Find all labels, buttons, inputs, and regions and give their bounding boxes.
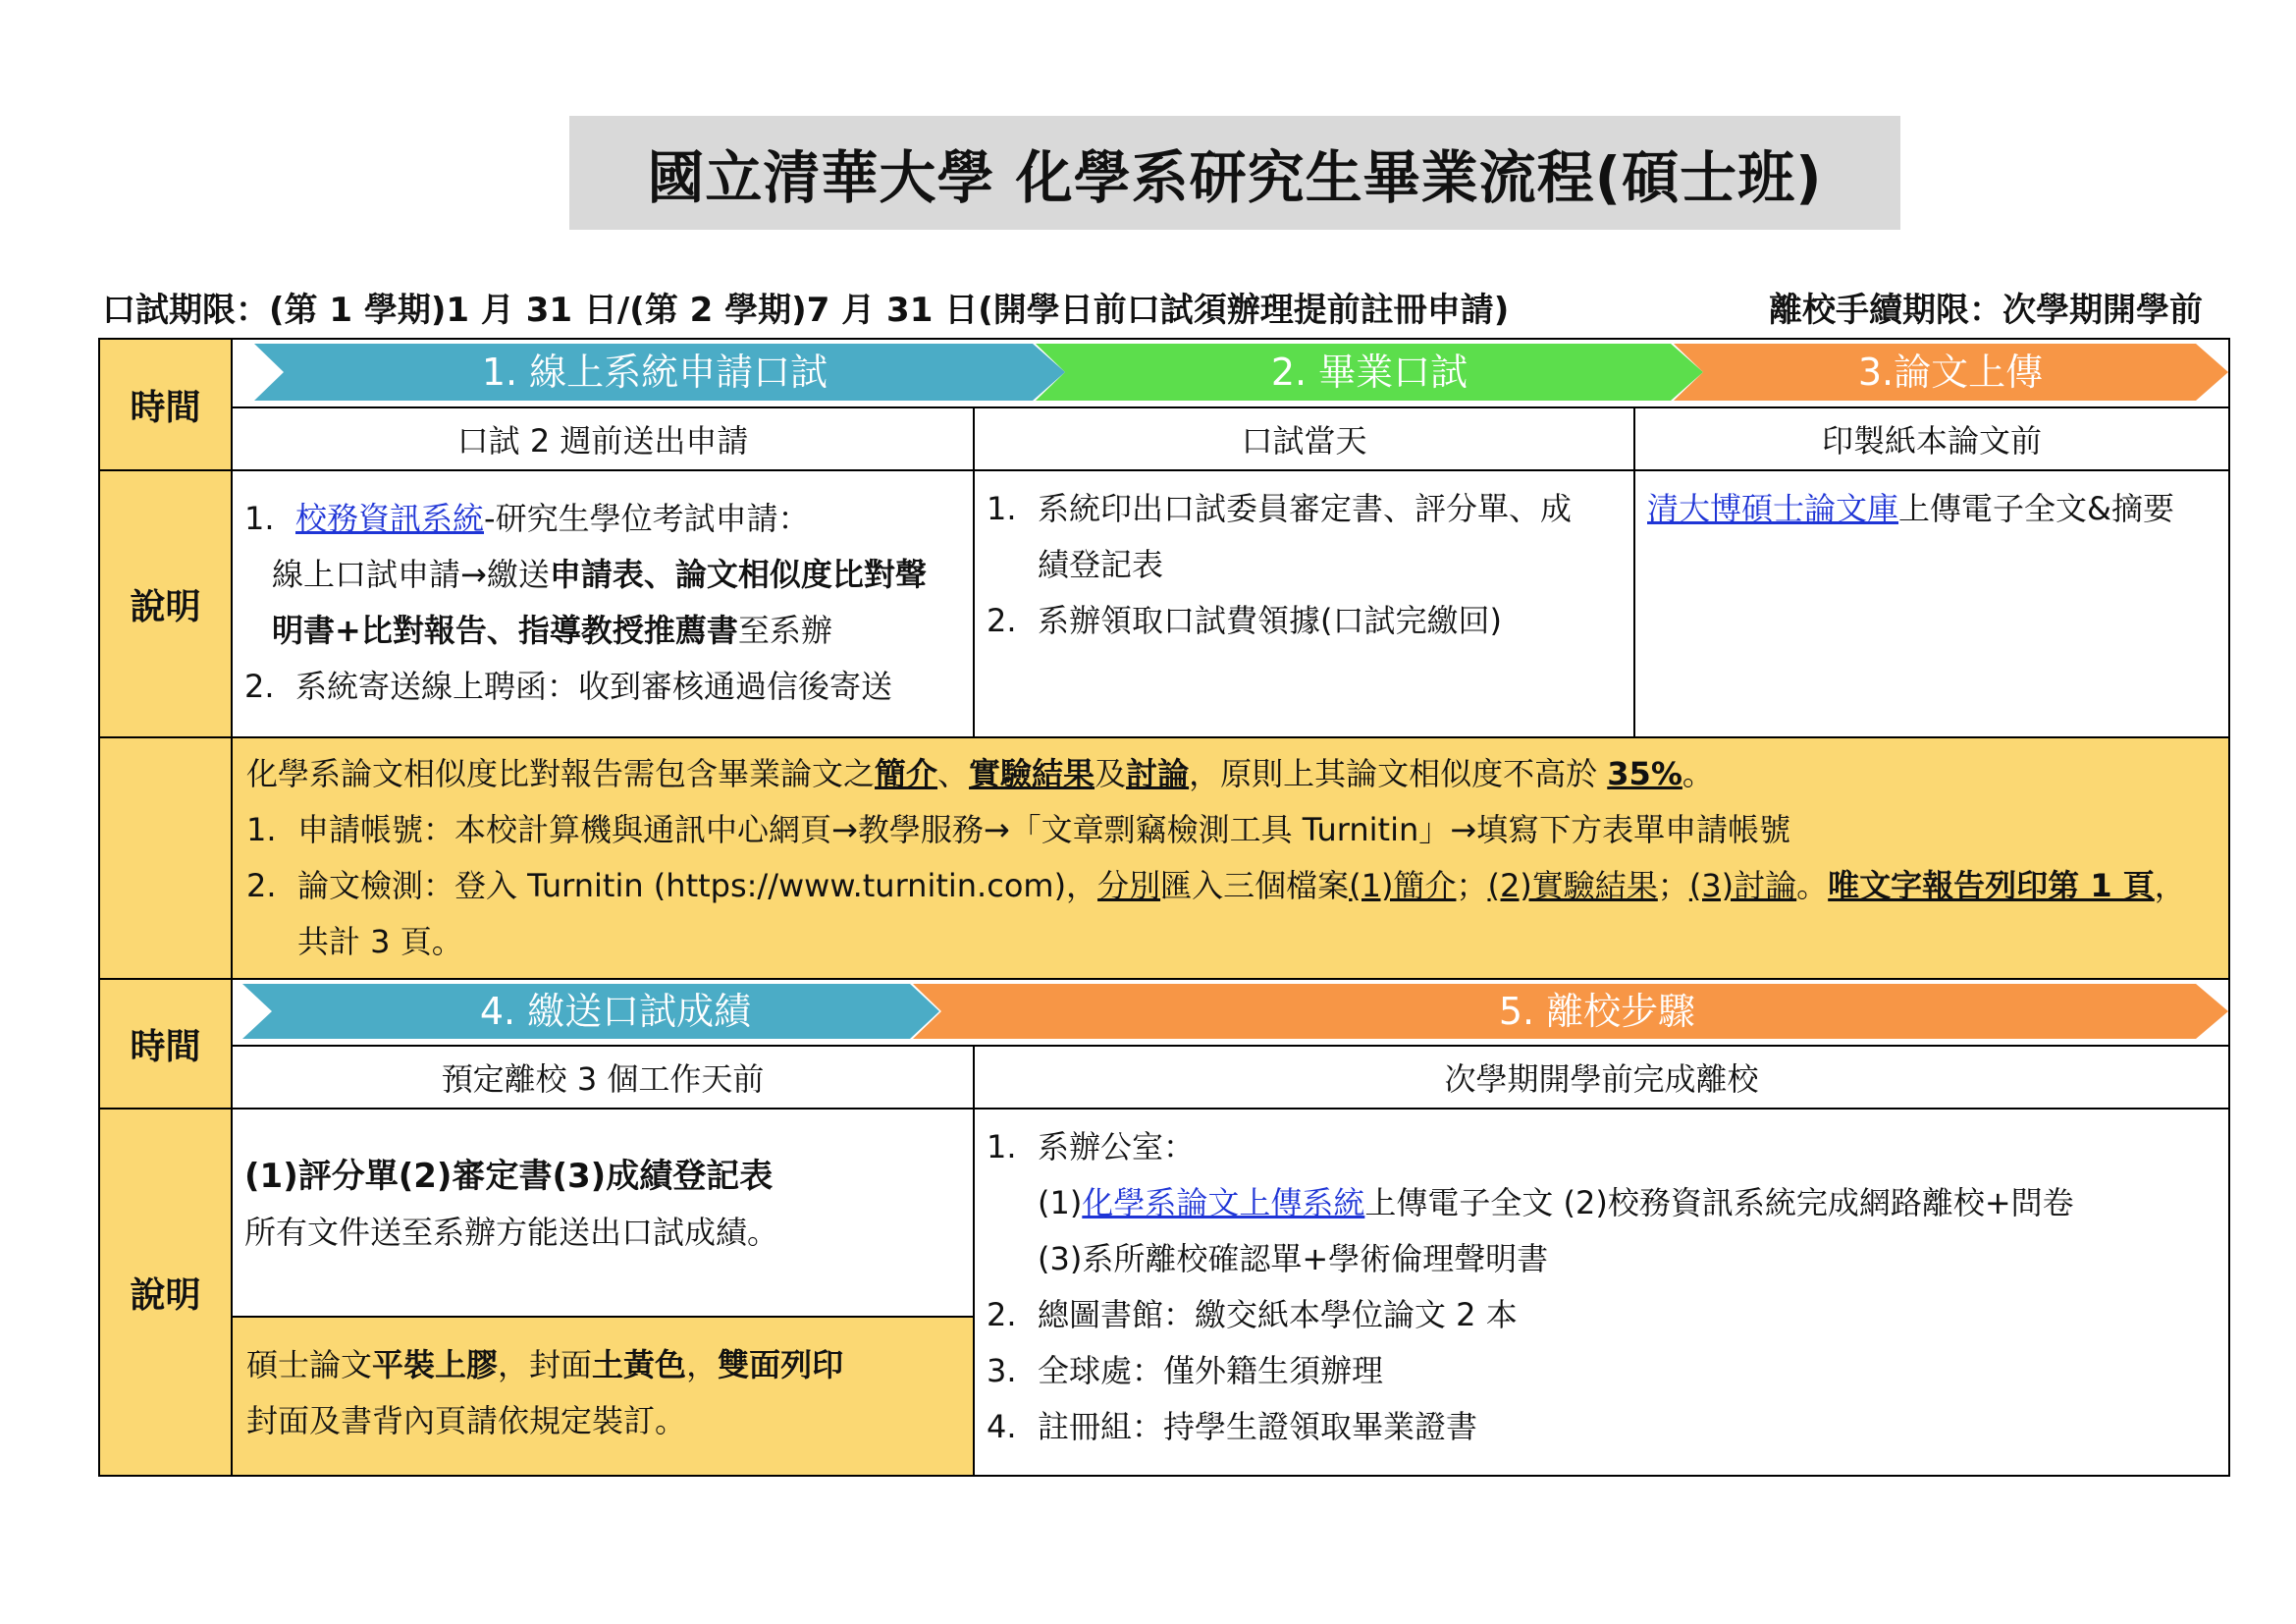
- time-cell-5: 次學期開學前完成離校: [974, 1046, 2229, 1109]
- thesis-upload-system-link[interactable]: 化學系論文上傳系統: [1082, 1184, 1365, 1221]
- school-info-system-link[interactable]: 校務資訊系統: [295, 500, 485, 537]
- arrow-label-1: 1. 線上系統申請口試: [481, 351, 828, 394]
- desc-label-1: 說明: [99, 470, 232, 737]
- desc-cell-leaving-steps: 1. 系辦公室： (1)化學系論文上傳系統上傳電子全文 (2)校務資訊系統完成網路離校+問卷 (3)系所離校確認單+學術倫理聲明書 2. 總圖書館：繳交紙本學位論文 2 本 3. 全球處：僅外籍生須辦理 4. 註冊組：持學生證領取畢業證書: [974, 1109, 2229, 1476]
- desc-cell-thesis-upload: 清大博碩士論文庫上傳電子全文&摘要: [1634, 470, 2229, 737]
- arrow-label-4: 4. 繳送口試成績: [479, 990, 752, 1033]
- arrow-label-5: 5. 離校步驟: [1498, 990, 1696, 1033]
- leaving-deadline: 離校手續期限：次學期開學前: [1769, 290, 2203, 330]
- desc-cell-oral-exam: 1. 系統印出口試委員審定書、評分單、成 績登記表 2. 系辦領取口試費領據(口試完繳回): [974, 470, 1634, 737]
- desc-label-2: 說明: [99, 1109, 232, 1476]
- deadline-line: [102, 285, 2203, 328]
- time-label-1: 時間: [99, 339, 232, 470]
- stage1-arrow-row: [232, 339, 2229, 407]
- process-table: [98, 338, 2228, 1477]
- binding-notes: 碩士論文平裝上膠，封面土黃色，雙面列印 封面及書背內頁請依規定裝訂。: [232, 1317, 974, 1476]
- title-banner: [569, 116, 1900, 230]
- stage2-arrow-row: [232, 979, 2229, 1046]
- desc-cell-online-apply: 1. 校務資訊系統-研究生學位考試申請： 線上口試申請→繳送申請表、論文相似度比對聲 明書+比對報告、指導教授推薦書至系辦 2. 系統寄送線上聘函：收到審核通過信後寄送: [232, 470, 974, 737]
- thesis-library-link[interactable]: 清大博碩士論文庫: [1647, 490, 1899, 527]
- time-cell-2: 口試當天: [974, 407, 1634, 470]
- desc-cell-submit-scores: (1)評分單(2)審定書(3)成績登記表 所有文件送至系辦方能送出口試成績。: [232, 1109, 974, 1317]
- similarity-label-cell: [99, 737, 232, 979]
- page-title: 國立清華大學 化學系研究生畢業流程(碩士班): [647, 144, 1823, 211]
- time-cell-3: 印製紙本論文前: [1634, 407, 2229, 470]
- oral-exam-deadline: 口試期限：(第 1 學期)1 月 31 日/(第 2 學期)7 月 31 日(開學日前口試須辦理提前註冊申請): [102, 290, 1510, 330]
- time-cell-1: 口試 2 週前送出申請: [232, 407, 974, 470]
- similarity-notes: 化學系論文相似度比對報告需包含畢業論文之簡介、實驗結果及討論，原則上其論文相似度不高於 35%。 1. 申請帳號：本校計算機與通訊中心網頁→教學服務→「文章剽竊檢測工具 Turnitin」→填寫下方表單申請帳號 2. 論文檢測：登入 Turnitin (https://www.turnitin.com)，分別匯入三個檔案(1)簡介；(2)實驗結果；(3)討論。唯文字報告列印第 1 頁， 共計 3 頁。: [232, 737, 2229, 979]
- arrow-label-3: 3.論文上傳: [1857, 351, 2044, 394]
- time-cell-4: 預定離校 3 個工作天前: [232, 1046, 974, 1109]
- time-label-2: 時間: [99, 979, 232, 1109]
- arrow-label-2: 2. 畢業口試: [1270, 351, 1468, 394]
